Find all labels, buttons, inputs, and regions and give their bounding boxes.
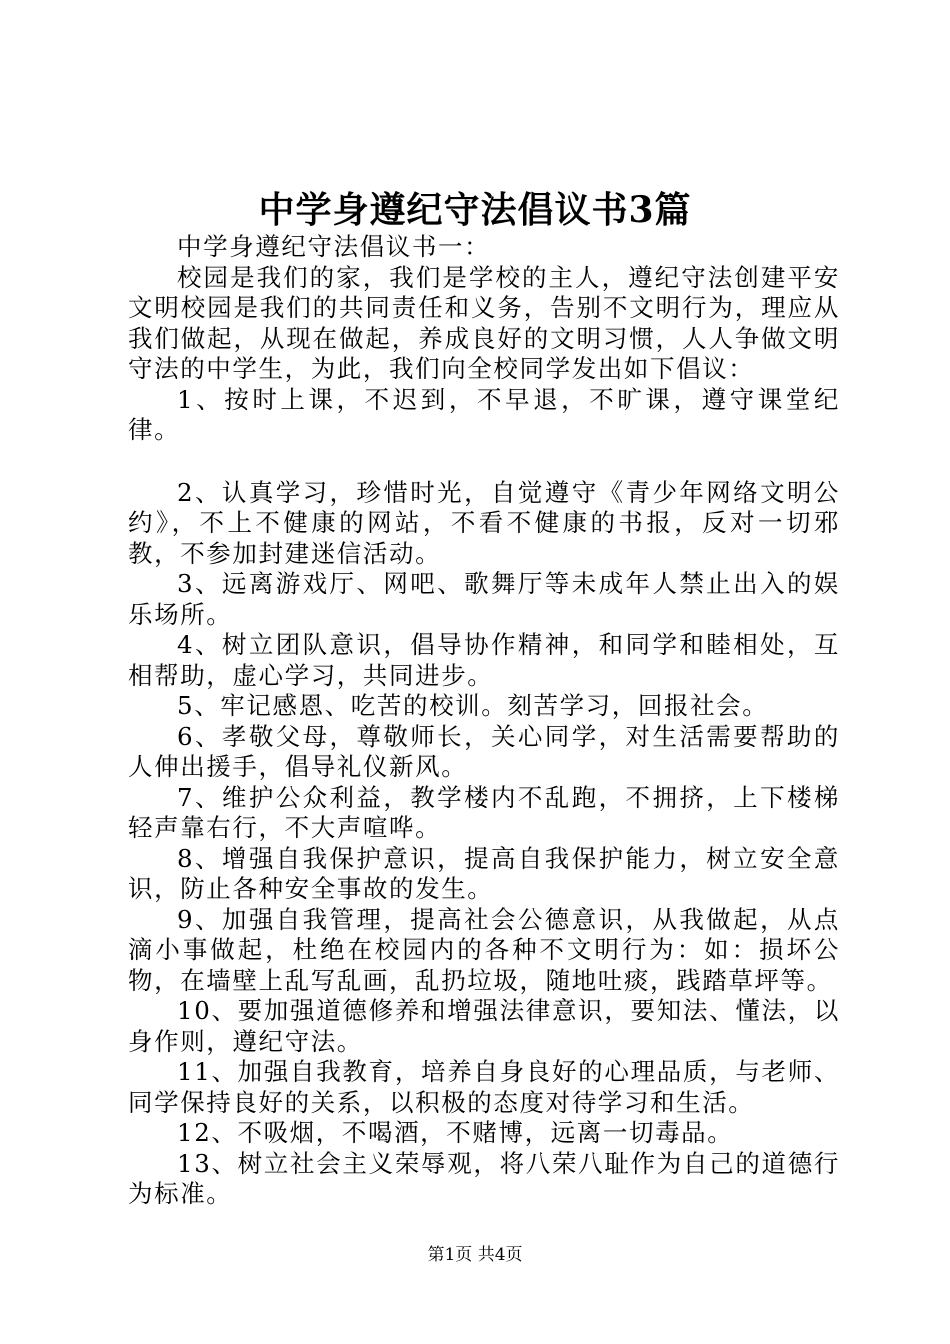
proposal-item-11: 11、加强自我教育，培养自身良好的心理品质，与老师、同学保持良好的关系，以积极的态度对待学习和生活。: [128, 1057, 840, 1117]
proposal-item-5: 5、牢记感恩、吃苦的校训。刻苦学习，回报社会。: [177, 691, 769, 720]
paragraph-subtitle: 中学身遵纪守法倡议书一：: [177, 232, 491, 261]
paragraph-intro: 校园是我们的家，我们是学校的主人，遵纪守法创建平安文明校园是我们的共同责任和义务，告别不文明行为，理应从我们做起，从现在做起，养成良好的文明习惯，人人争做文明守法的中学生，为此，我们向全校同学发出如下倡议：: [128, 262, 840, 383]
proposal-item-8: 8、增强自我保护意识，提高自我保护能力，树立安全意识，防止各种安全事故的发生。: [128, 843, 840, 903]
page-number-footer: 第1页 共4页: [427, 1245, 523, 1265]
proposal-item-6: 6、孝敬父母，尊敬师长，关心同学，对生活需要帮助的人伸出援手，倡导礼仪新风。: [128, 721, 840, 781]
proposal-item-10: 10、要加强道德修养和增强法律意识，要知法、懂法，以身作则，遵纪守法。: [128, 996, 840, 1056]
proposal-item-13: 13、树立社会主义荣辱观，将八荣八耻作为自己的道德行为标准。: [128, 1148, 840, 1208]
proposal-item-7: 7、维护公众利益，教学楼内不乱跑，不拥挤，上下楼梯轻声靠右行，不大声喧哗。: [128, 782, 840, 842]
proposal-item-4: 4、树立团队意识，倡导协作精神，和同学和睦相处，互相帮助，虚心学习，共同进步。: [128, 630, 840, 690]
proposal-item-12: 12、不吸烟，不喝酒，不赌博，远离一切毒品。: [177, 1118, 734, 1147]
proposal-item-1: 1、按时上课，不迟到，不早退，不旷课，遵守课堂纪律。: [128, 384, 840, 444]
document-body: [128, 232, 840, 1210]
proposal-item-3: 3、远离游戏厅、网吧、歌舞厅等未成年人禁止出入的娱乐场所。: [128, 569, 840, 629]
proposal-item-2: 2、认真学习，珍惜时光，自觉遵守《青少年网络文明公约》，不上不健康的网站，不看不健康的书报，反对一切邪教，不参加封建迷信活动。: [128, 477, 840, 568]
document-title: 中学身遵纪守法倡议书3篇: [258, 189, 692, 231]
proposal-item-9: 9、加强自我管理，提高社会公德意识，从我做起，从点滴小事做起，杜绝在校园内的各种不文明行为：如：损坏公物，在墙壁上乱写乱画，乱扔垃圾，随地吐痰，践踏草坪等。: [128, 904, 840, 995]
